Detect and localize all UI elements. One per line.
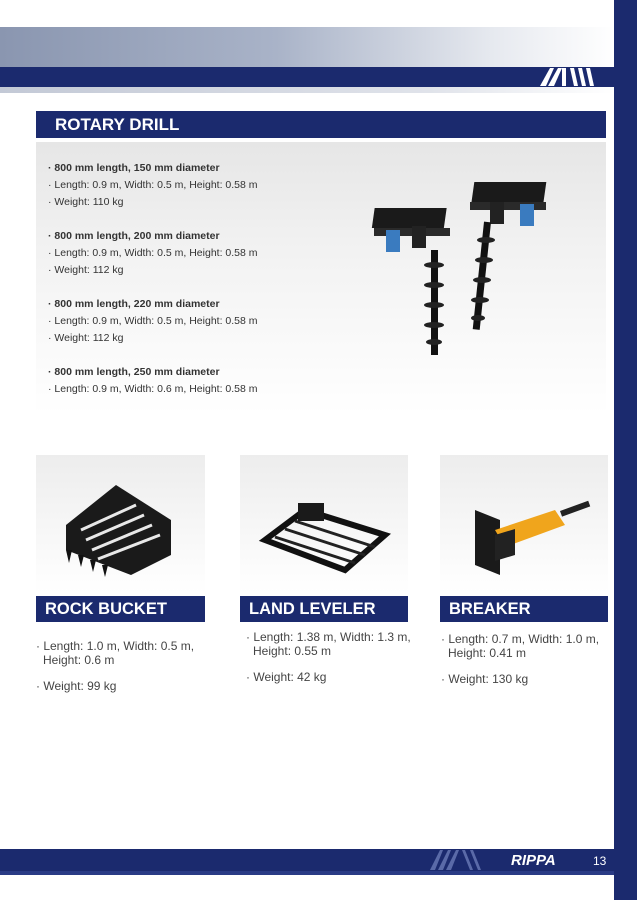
right-edge-bar (614, 0, 637, 900)
spec-title: · 800 mm length, 250 mm diameter (48, 366, 220, 378)
product-title-rock-bucket: ROCK BUCKET (36, 596, 205, 622)
header-stripe (0, 67, 614, 87)
spec-title: · 800 mm length, 150 mm diameter (48, 162, 220, 174)
product-title-land-leveler: LAND LEVELER (240, 596, 408, 622)
page-number: 13 (593, 854, 607, 868)
breaker-image-panel (440, 455, 608, 593)
spec-line: · Weight: 99 kg (36, 679, 117, 693)
section-title: ROTARY DRILL (36, 111, 606, 138)
spec-group (48, 296, 348, 347)
spec-line: · Weight: 42 kg (246, 670, 327, 684)
brand-stripes-icon (540, 68, 594, 86)
spec-line: · Weight: 110 kg (48, 196, 124, 208)
spec-line: · Length: 0.9 m, Width: 0.5 m, Height: 0.58 m (48, 247, 258, 259)
spec-title: · 800 mm length, 200 mm diameter (48, 230, 220, 242)
land-leveler-image (240, 455, 408, 593)
spec-line: · Length: 1.0 m, Width: 0.5 m, Height: 0.6 m (36, 639, 195, 667)
land-leveler-image-panel (240, 455, 408, 593)
spec-line: · Length: 0.9 m, Width: 0.6 m, Height: 0.58 m (48, 383, 258, 395)
spec-title: · 800 mm length, 220 mm diameter (48, 298, 220, 310)
product-title-breaker: BREAKER (440, 596, 608, 622)
rock-bucket-image-panel (36, 455, 205, 593)
header-gradient-band (0, 27, 614, 67)
spec-line: · Length: 1.38 m, Width: 1.3 m, Height: 0.55 m (246, 630, 411, 658)
spec-line: · Length: 0.7 m, Width: 1.0 m, Height: 0.41 m (441, 632, 600, 660)
breaker-specs (441, 632, 611, 698)
footer-stripes-icon (430, 850, 490, 870)
land-leveler-specs (246, 630, 416, 696)
rotary-drill-image (360, 170, 590, 365)
footer-brand: RIPPA (511, 852, 556, 869)
rock-bucket-specs (36, 639, 206, 705)
breaker-image (440, 455, 608, 593)
spec-group (48, 228, 348, 279)
spec-group (48, 364, 348, 398)
spec-line: · Weight: 130 kg (441, 672, 529, 686)
spec-line: · Weight: 112 kg (48, 264, 124, 276)
spec-line: · Length: 0.9 m, Width: 0.5 m, Height: 0.58 m (48, 179, 258, 191)
footer-stripe (0, 871, 614, 875)
spec-line: · Weight: 112 kg (48, 332, 124, 344)
spec-line: · Length: 0.9 m, Width: 0.5 m, Height: 0.58 m (48, 315, 258, 327)
header-light-stripe (0, 87, 614, 93)
drill-spec-list (48, 160, 348, 415)
spec-group (48, 160, 348, 211)
rock-bucket-image (36, 455, 205, 593)
